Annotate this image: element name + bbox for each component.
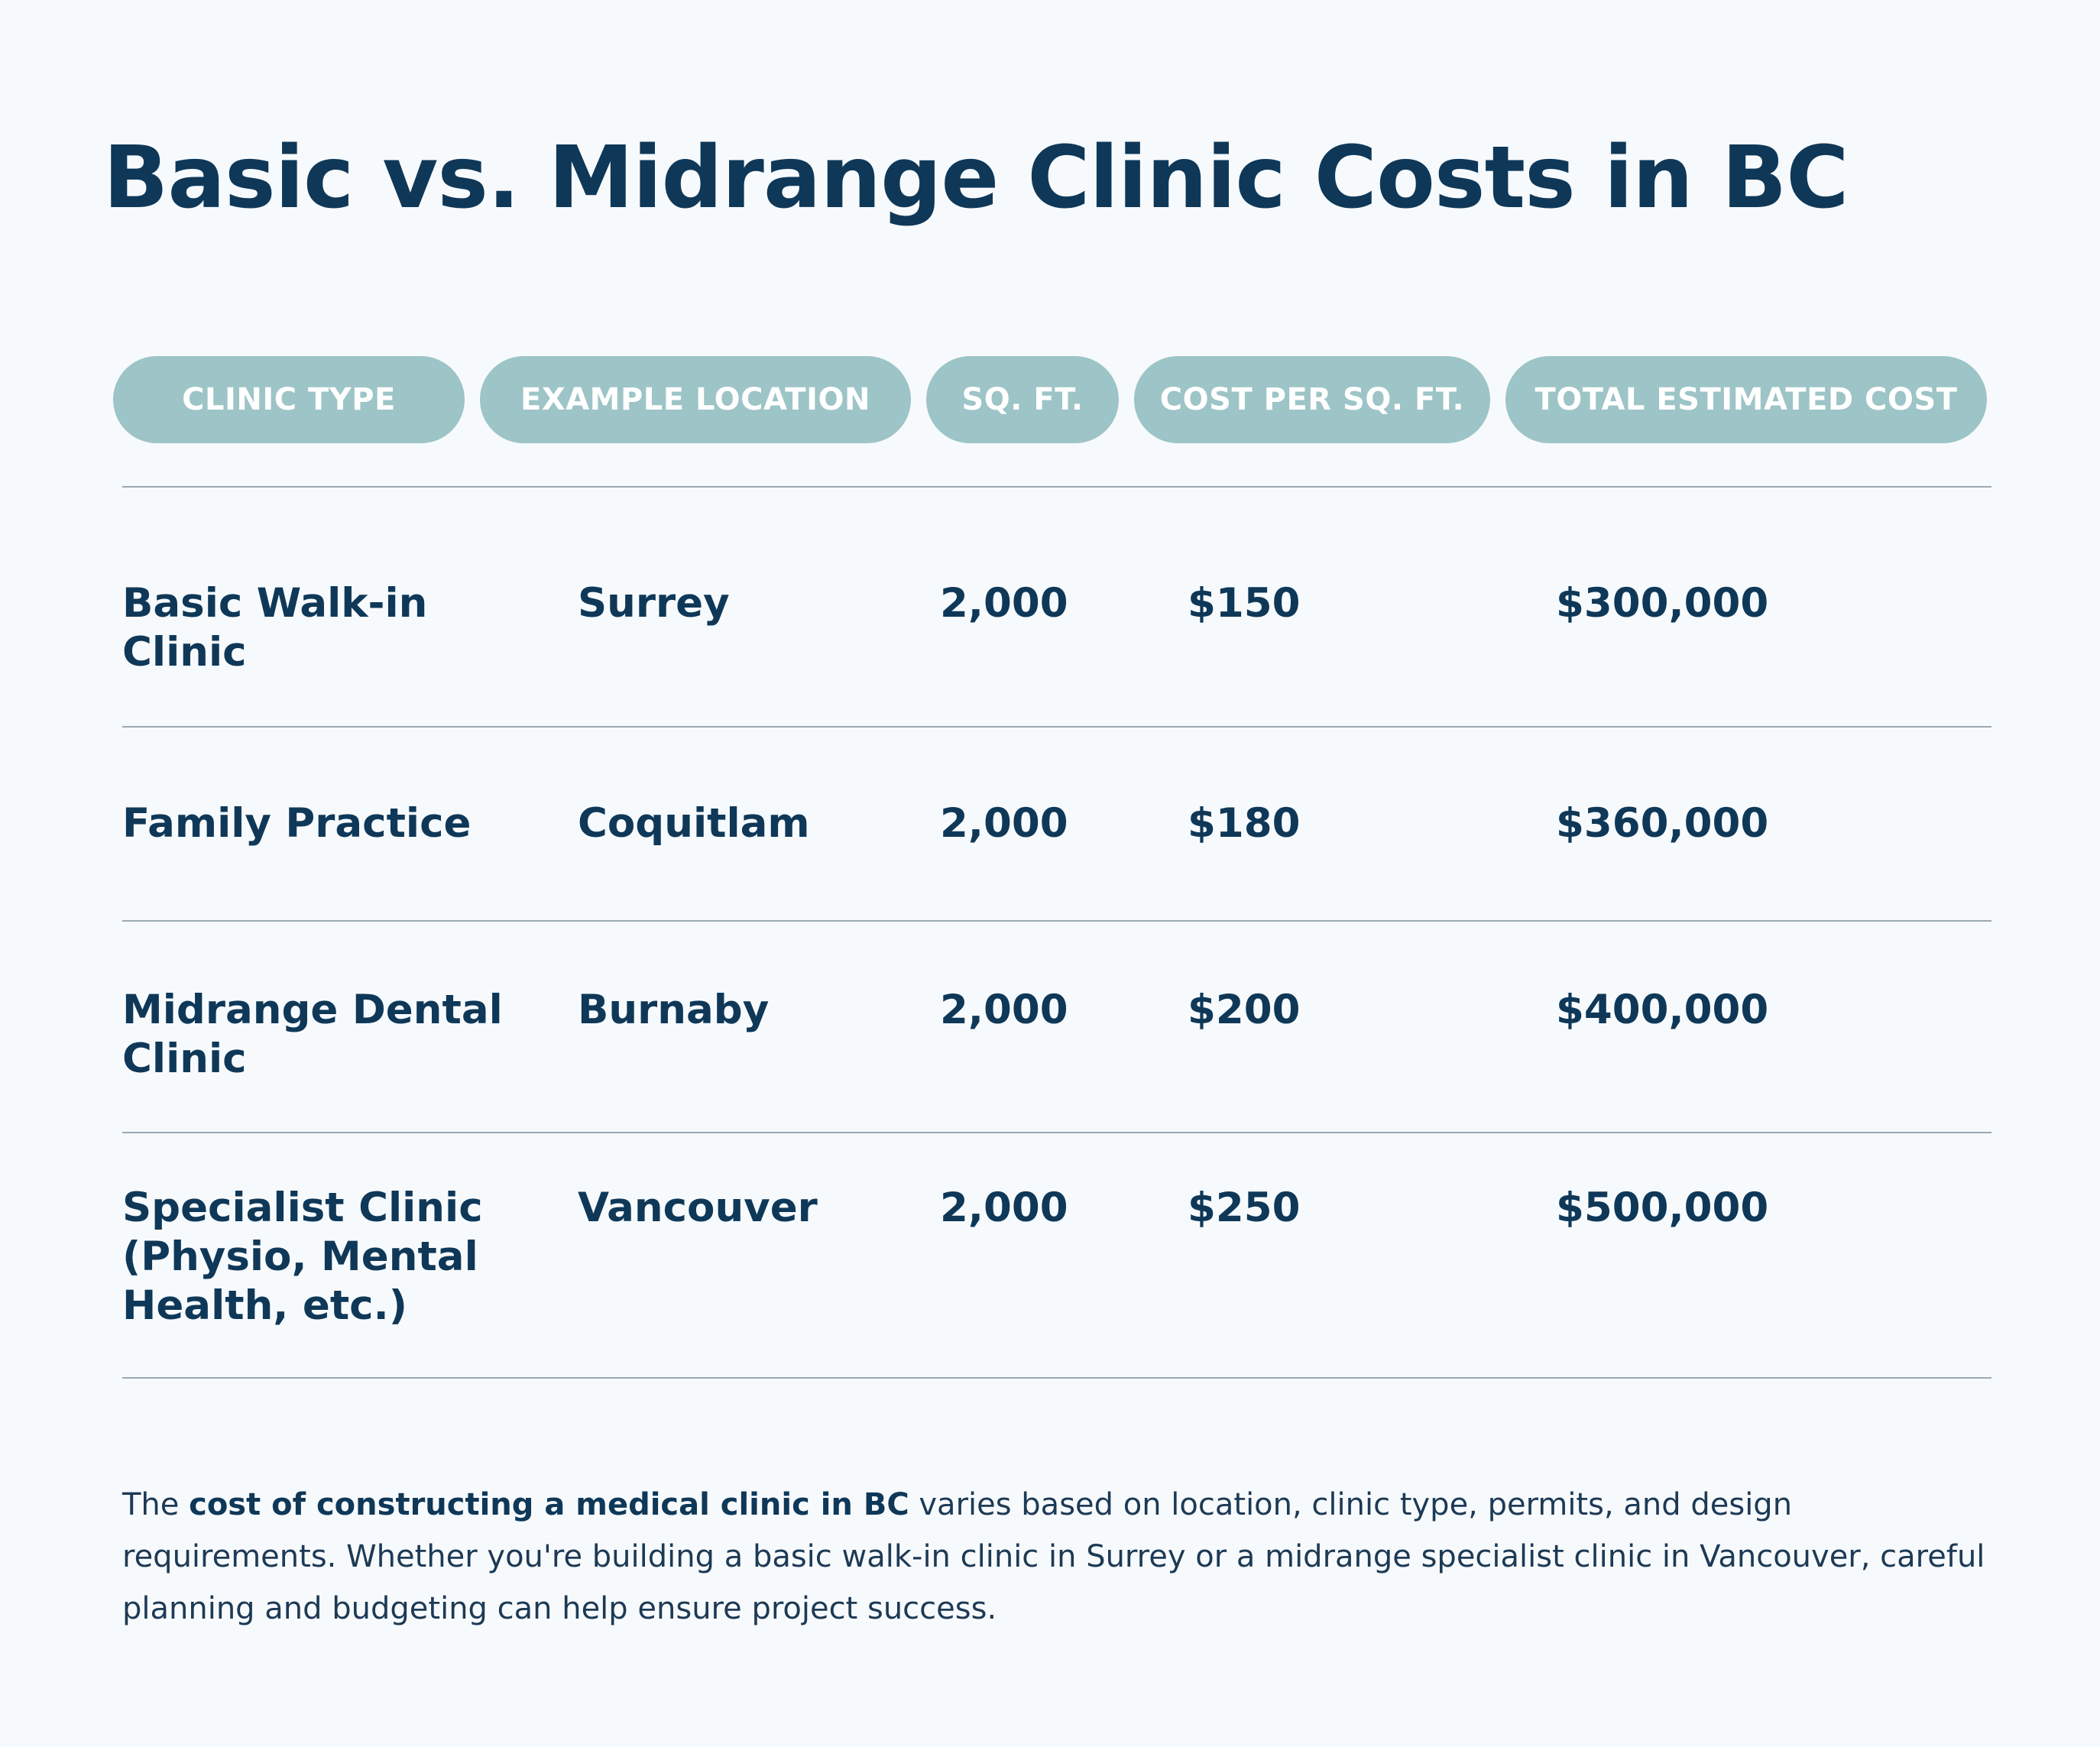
cell-location: Vancouver <box>578 1185 818 1231</box>
header-example-location: EXAMPLE LOCATION <box>480 356 911 443</box>
header-total-estimated-cost: TOTAL ESTIMATED COST <box>1505 356 1987 443</box>
table-divider <box>122 726 1991 728</box>
cell-total: $500,000 <box>1556 1185 1769 1231</box>
cell-total: $400,000 <box>1556 987 1769 1033</box>
header-clinic-type: CLINIC TYPE <box>113 356 465 443</box>
cell-sqft: 2,000 <box>940 580 1068 627</box>
cell-cost-per-sqft: $150 <box>1188 580 1301 627</box>
cell-sqft: 2,000 <box>940 800 1068 847</box>
table-divider <box>122 486 1991 488</box>
cell-cost-per-sqft: $200 <box>1188 987 1301 1033</box>
cell-location: Surrey <box>578 580 730 627</box>
cell-clinic-type: Midrange Dental Clinic <box>122 987 503 1082</box>
footnote-body: varies based on location, clinic type, permits, and design requirements. Whether you're building a basic walk-in clinic in Surrey or a midrange specialist clinic in Vancouver, careful planning and budgeting can help ensure project success. <box>122 1487 1985 1626</box>
table-divider <box>122 1132 1991 1133</box>
table-header <box>113 356 1987 443</box>
page-title: Basic vs. Midrange Clinic Costs in BC <box>103 128 1849 228</box>
footnote-emphasis: cost of constructing a medical clinic in BC <box>189 1487 909 1522</box>
cell-total: $360,000 <box>1556 800 1769 847</box>
table-divider <box>122 1377 1991 1379</box>
table-divider <box>122 920 1991 922</box>
cell-sqft: 2,000 <box>940 987 1068 1033</box>
footnote-paragraph <box>122 1479 2002 1635</box>
cell-total: $300,000 <box>1556 580 1769 627</box>
cell-cost-per-sqft: $250 <box>1188 1185 1301 1231</box>
cell-cost-per-sqft: $180 <box>1188 800 1301 847</box>
cell-location: Burnaby <box>578 987 770 1033</box>
header-sq-ft: SQ. FT. <box>926 356 1119 443</box>
header-cost-per-sq-ft: COST PER SQ. FT. <box>1134 356 1490 443</box>
cell-sqft: 2,000 <box>940 1185 1068 1231</box>
cell-clinic-type: Basic Walk-in Clinic <box>122 580 428 676</box>
cell-clinic-type: Family Practice <box>122 800 472 847</box>
footnote-prefix: The <box>122 1487 190 1522</box>
cell-location: Coquitlam <box>578 800 810 847</box>
cell-clinic-type: Specialist Clinic (Physio, Mental Health, etc.) <box>122 1185 483 1329</box>
